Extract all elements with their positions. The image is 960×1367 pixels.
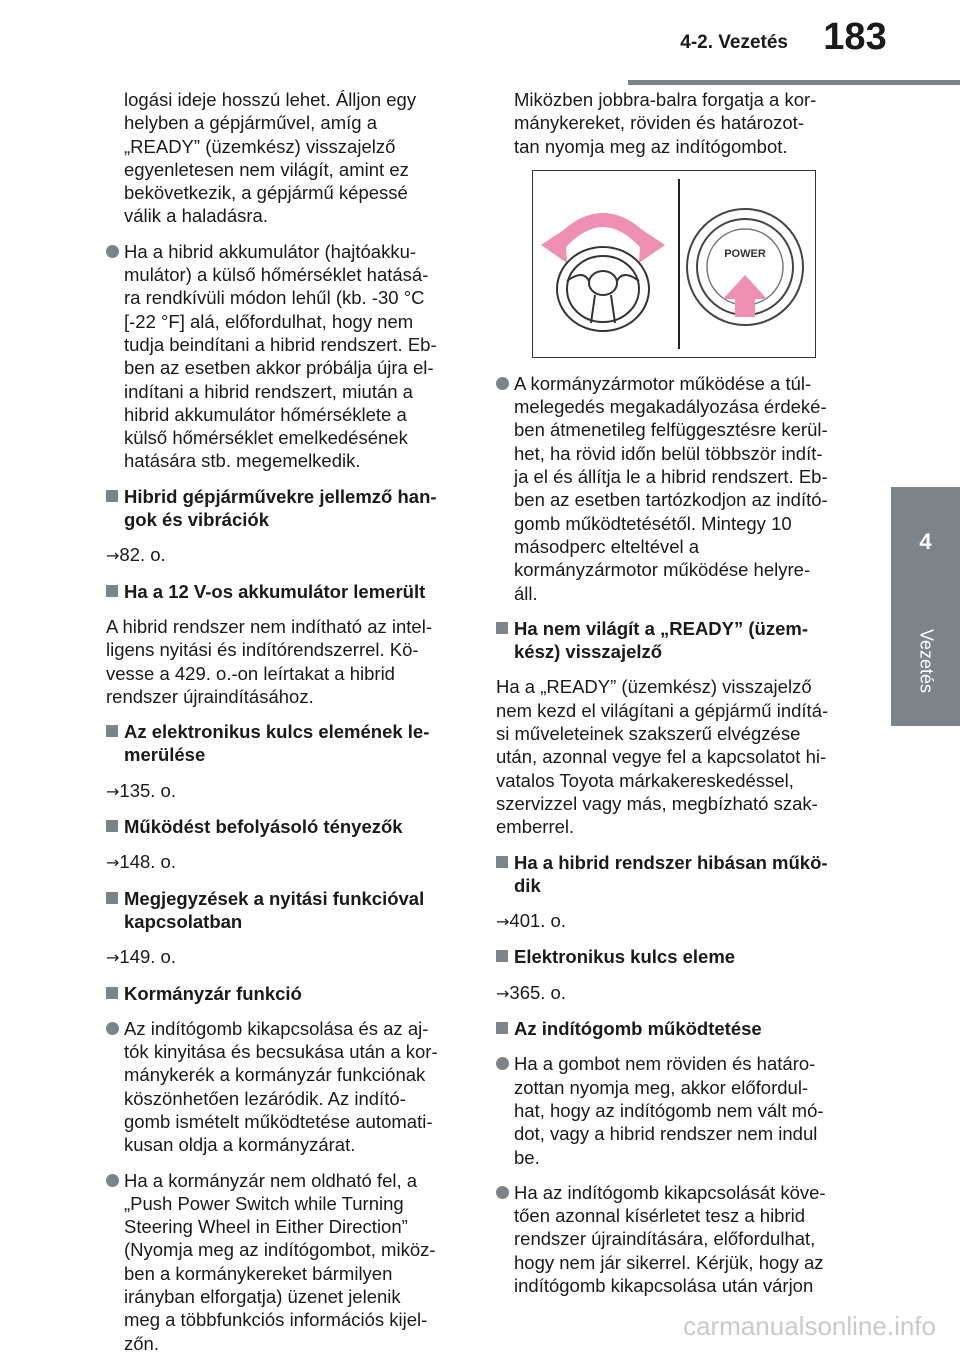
chapter-tab-label[interactable] xyxy=(891,596,960,726)
text-line: ra rendkívüli módon lehűl (kb. -30 °C xyxy=(124,287,425,309)
text-line: indítógomb kikapcsolása után várjon xyxy=(514,1274,814,1296)
text-line: áll. xyxy=(514,582,538,604)
page-number: 183 xyxy=(823,16,887,58)
text-line: hibrid akkumulátor hőmérséklete a xyxy=(124,403,407,425)
text-line: kusan oldja a kormányzárat. xyxy=(124,1134,356,1156)
text-line: gok és vibrációk xyxy=(124,509,269,531)
text-line: nem kezd el világítani a gépjármű indítá- xyxy=(496,699,829,721)
text-line: tan nyomja meg az indítógombot. xyxy=(514,135,788,157)
text-line: Hibrid gépjárművekre jellemző han- xyxy=(124,485,437,507)
text-line: gomb ismételt működtetése automati- xyxy=(124,1110,433,1132)
text-line: Ha nem világít a „READY” (üzem- xyxy=(514,617,809,639)
watermark: carmanualsonline.info xyxy=(683,1311,936,1341)
ref-factors[interactable]: →148. o. xyxy=(106,851,176,873)
text-line: kész) visszajelző xyxy=(514,641,663,663)
text-line: mánykereket, röviden és határozot- xyxy=(514,112,804,134)
text-line: ben az esetben tartózkodjon az indító- xyxy=(514,489,828,511)
heading-square-icon xyxy=(496,622,508,634)
text-line: meg a többfunkciós információs kijel- xyxy=(124,1309,428,1331)
arrow-right-icon: → xyxy=(106,948,120,968)
heading-factors: Működést befolyásoló tényezők xyxy=(106,815,466,838)
text-line: külső hőmérséklet emelkedésének xyxy=(124,427,408,449)
heading-square-icon xyxy=(106,820,118,832)
text-line: Ha a gombot nem röviden és határo- xyxy=(514,1053,816,1075)
text-line: Megjegyzések a nyitási funkcióval xyxy=(124,887,425,909)
text-line: válik a haladásra. xyxy=(124,205,268,227)
steering-wheel-icon xyxy=(557,247,649,331)
text-line: „READY” (üzemkész) visszajelző xyxy=(124,135,396,157)
heading-key-battery xyxy=(106,720,466,767)
text-line: zőn. xyxy=(124,1332,159,1354)
text-line: vesse a 429. o.-on leírtakat a hibrid xyxy=(106,662,395,684)
para-12v-battery xyxy=(106,615,466,708)
rotate-arrow-head-right xyxy=(639,229,665,263)
right-column xyxy=(496,88,858,1309)
rotate-arrow-head-left xyxy=(541,229,567,263)
ref-notes[interactable]: →149. o. xyxy=(106,946,176,968)
text-line: Ha a hibrid rendszer hibásan műkö- xyxy=(514,851,828,873)
text-line: ben átmenetileg felfüggesztésre kerül- xyxy=(514,419,828,441)
heading-steering-lock: Kormányzár funkció xyxy=(106,982,466,1005)
text-line: mulátor) a külső hőmérséklet hatásá- xyxy=(124,264,429,286)
text-line: be. xyxy=(514,1146,540,1168)
arrow-right-icon: → xyxy=(496,983,510,1003)
heading-square-icon xyxy=(106,892,118,904)
text-line: másodperc elteltével a xyxy=(514,535,700,557)
bullet-restart xyxy=(496,1181,858,1297)
arrow-right-icon: → xyxy=(106,781,120,801)
text-line: tudja beindítani a hibrid rendszert. Eb- xyxy=(124,333,437,355)
text-line: ligens nyitási és indítórendszerrel. Kö- xyxy=(106,639,419,661)
bullet-dot-icon xyxy=(496,1186,509,1199)
text-line: szervizzel vagy más, megbízható szak- xyxy=(496,792,818,814)
figure-illustration xyxy=(533,171,815,357)
bullet-dot-icon xyxy=(106,245,119,258)
text-line: bekövetkezik, a gépjármű képessé xyxy=(124,182,408,204)
text-line: köszönhetően lezáródik. Az indító- xyxy=(124,1087,406,1109)
text-line: emberrel. xyxy=(496,816,575,838)
text-line: (Nyomja meg az indítógombot, miköz- xyxy=(124,1239,436,1261)
text-line: helyben a gépjárművel, amíg a xyxy=(124,112,377,134)
text-line: Ha az indítógomb kikapcsolását köve- xyxy=(514,1181,826,1203)
text-line: mánykerék a kormányzár funkciónak xyxy=(124,1064,426,1086)
heading-square-icon xyxy=(106,725,118,737)
heading-square-icon xyxy=(106,585,118,597)
ref-key-battery[interactable]: →135. o. xyxy=(106,779,176,801)
text-line: Az elektronikus kulcs elemének le- xyxy=(124,721,430,743)
heading-square-icon xyxy=(106,987,118,999)
text-line: melegedés megakadályozása érdeké- xyxy=(514,396,827,418)
bullet-dot-icon xyxy=(106,1174,119,1187)
para-ready xyxy=(496,675,858,838)
bullet-lock-release xyxy=(106,1169,466,1355)
text-line: si műveleteinek szakszerű elvégzése xyxy=(496,723,801,745)
text-line: logási ideje hosszú lehet. Álljon egy xyxy=(124,89,417,110)
intro-paragraph xyxy=(106,88,466,228)
text-line: rendszer újraindításához. xyxy=(106,685,314,707)
arrow-right-icon: → xyxy=(106,853,120,873)
text-line: Ha a kormányzár nem oldható fel, a xyxy=(124,1169,418,1191)
text-line: gomb működtetésétől. Mintegy 10 xyxy=(514,512,792,534)
text-line: Steering Wheel in Either Direction” xyxy=(124,1216,408,1238)
arrow-right-icon: → xyxy=(496,912,510,932)
chapter-tab-number[interactable]: 4 xyxy=(891,487,960,596)
text-line: A kormányzármotor működése a túl- xyxy=(514,372,812,394)
text-line: vatalos Toyota márkakereskedéssel, xyxy=(496,769,794,791)
heading-square-icon xyxy=(496,1022,508,1034)
bullet-lock-motor xyxy=(496,372,858,605)
ref-noise[interactable]: →82. o. xyxy=(106,544,166,566)
text-line: dik xyxy=(514,874,541,896)
text-line: A hibrid rendszer nem indítható az intel- xyxy=(106,615,432,637)
text-line: hat, hogy az indítógomb nem vált mó- xyxy=(514,1099,824,1121)
steering-power-figure xyxy=(532,170,816,358)
text-line: „Push Power Switch while Turning xyxy=(124,1192,404,1214)
text-line: indítani a hibrid rendszert, miután a xyxy=(124,380,413,402)
text-line: kormányzármotor működése helyre- xyxy=(514,559,811,581)
heading-12v-battery: Ha a 12 V-os akkumulátor lemerült xyxy=(106,580,466,603)
heading-noise xyxy=(106,485,466,532)
ref-malfunction[interactable]: →401. o. xyxy=(496,910,566,932)
text-line: után, azonnal vegye fel a kapcsolatot hi- xyxy=(496,746,827,768)
figure-divider xyxy=(678,179,680,349)
heading-key-cell: Elektronikus kulcs eleme xyxy=(496,945,858,968)
text-line: hatására stb. megemelkedik. xyxy=(124,450,361,472)
text-line: [-22 °F] alá, előfordulhat, hogy nem xyxy=(124,310,414,332)
heading-square-icon xyxy=(496,950,508,962)
heading-square-icon xyxy=(106,490,118,502)
left-column xyxy=(106,88,466,1367)
text-line: Ha a „READY” (üzemkész) visszajelző xyxy=(496,676,812,698)
bullet-cold-battery xyxy=(106,240,466,473)
text-line: Miközben jobbra-balra forgatja a kor- xyxy=(514,89,817,110)
text-line: kapcsolatban xyxy=(124,910,243,932)
text-line: dot, vagy a hibrid rendszer nem indul xyxy=(514,1123,818,1145)
text-line: ben a kormánykereket bármilyen xyxy=(124,1262,393,1284)
heading-notes xyxy=(106,887,466,934)
intro-right xyxy=(496,88,858,158)
text-line: zottan nyomja meg, akkor előfordul- xyxy=(514,1076,809,1098)
header-rule xyxy=(628,80,960,85)
ref-key-cell[interactable]: →365. o. xyxy=(496,981,566,1003)
text-line: Ha a hibrid akkumulátor (hajtóakku- xyxy=(124,240,417,262)
bullet-short-press xyxy=(496,1052,858,1168)
text-line: Az indítógomb kikapcsolása és az aj- xyxy=(124,1017,429,1039)
power-button-label: POWER xyxy=(724,247,766,260)
text-line: irányban elforgatja) üzenet jelenik xyxy=(124,1286,401,1308)
heading-malfunction xyxy=(496,851,858,898)
text-line: egyenletesen nem világít, amint ez xyxy=(124,158,409,180)
arrow-right-icon: → xyxy=(106,546,120,566)
heading-switch: Az indítógomb működtetése xyxy=(496,1017,858,1040)
heading-ready xyxy=(496,617,858,664)
text-line: hogy nem jár sikerrel. Kérjük, hogy az xyxy=(514,1251,824,1273)
rotate-arrow-icon xyxy=(555,220,651,249)
chapter-tab-text: Vezetés xyxy=(916,628,936,694)
bullet-dot-icon xyxy=(496,1057,509,1070)
section-title: 4-2. Vezetés xyxy=(680,32,788,53)
text-line: ja el és állítja le a hibrid rendszert. Eb- xyxy=(514,466,828,488)
bullet-dot-icon xyxy=(496,377,509,390)
text-line: het, ha rövid időn belül többször indít- xyxy=(514,442,823,464)
heading-square-icon xyxy=(496,856,508,868)
text-line: ben az esetben akkor próbálja újra el- xyxy=(124,357,434,379)
bullet-dot-icon xyxy=(106,1022,119,1035)
text-line: rendszer újraindítására, előfordulhat, xyxy=(514,1228,816,1250)
text-line: tók kinyitása és becsukása után a kor- xyxy=(124,1041,438,1063)
text-line: tően azonnal kísérletet tesz a hibrid xyxy=(514,1205,806,1227)
bullet-steering-lock xyxy=(106,1017,466,1157)
text-line: merülése xyxy=(124,744,206,766)
